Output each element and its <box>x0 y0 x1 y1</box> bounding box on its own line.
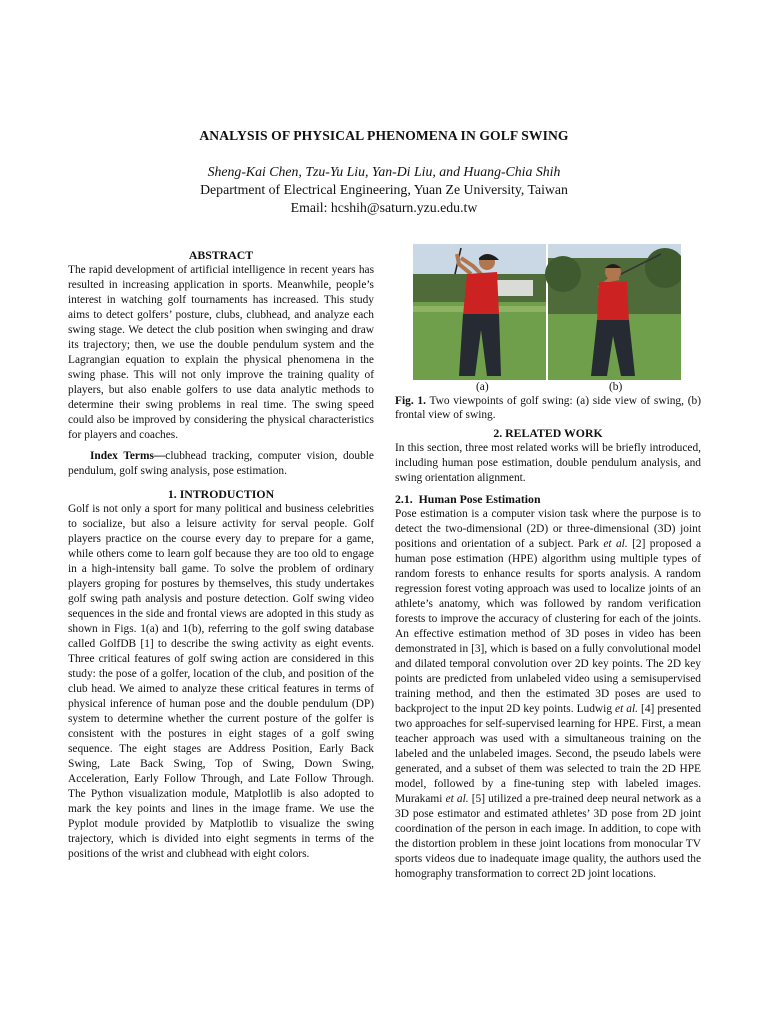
subsection-heading <box>395 492 701 507</box>
index-terms-dash: — <box>153 450 166 462</box>
abstract-heading: ABSTRACT <box>188 248 254 262</box>
abstract-text: The rapid development of artificial intelligence in recent years has resulted in increasing application in sports. Meanwhile, people’s interest in watching golf tournaments has increased. This study aims to detect golfers’ posture, clubs, clubhead, and analyze each swing stage. We detect the club position when swinging and draw its trajectory; then, we use the double pendulum system and the Lagrangian equation to explain the physical phenomena in the swing phase. This will not only improve the training quality of players, but also enable golfers to use data analytic methods to determine their swing problems in real time. The swing speed could also be improved by considering the physical characteristics for players and coaches. <box>68 264 374 441</box>
paper-affiliation: Department of Electrical Engineering, Yuan Ze University, Taiwan <box>200 182 568 197</box>
et-al-2: et al. <box>615 703 639 715</box>
figure-subfigure-labels <box>413 380 681 394</box>
figure-caption <box>395 394 701 422</box>
et-al-3: et al. <box>445 793 469 805</box>
subsection-title: Human Pose Estimation <box>418 492 541 506</box>
introduction-text: Golf is not only a sport for many political and business celebrities to socialize, but also a leisure activity for serval people. Golf players practice on the course every day to prepare for a game, while others come to learn golf because they are too old to engage in a high-intensity ball game. To solve the problem of ordinary players groping for postures by themselves, this study undertakes golf swing path analysis and posture detection. Golf swing video sequences in the side and frontal views are adopted in this study as shown in Figs. 1(a) and 1(b), referring to the golf swing database called GolfDB [1] to describe the swing activity as eight events. Three critical features of golf swing action are considered in this study: the pose of a golfer, location of the club, and position of the club head. We aimed to analyze these critical features in terms of physical inference of human pose and the double pendulum (DP) system to determine whether the current posture of the golfer is consistent with the postures in eight stages of a golf swing sequence. The eight stages are Address Position, Early Back Swing, Late Back Swing, Top of Swing, Down Swing, Acceleration, Early Follow Through, and Late Follow Through. The Python visualization module, Matplotlib is also adopted to mark the key points and lines in the image frame. We use the Pyplot module provided by Matplotlib to visualize the swing trajectory, which is divided into eight segments in terms of the positions of the wrist and clubhead with eight colors. <box>68 503 374 860</box>
index-terms-label: Index Terms <box>90 450 154 462</box>
pose-estimation-text <box>395 507 701 882</box>
pose-text-part-3: [4] presented two approaches for self-supervised learning for HPE. First, a mean teacher approach was used with a simultaneous training on the labeled and the unlabeled images. Second, the pseudo labels were generated, and a subset of them was selected to train the 2D HPE model, followed by a fine-tuning step with labeled images. Murakami <box>395 703 701 805</box>
pose-text-part-4: [5] utilized a pre-trained deep neural network as a 3D pose estimator and estimated athletes’ 3D pose from 2D joint coordination of the person in each image. In addition, to cope with the distortion problem in these joint locations from monocular TV sports videos due to inadequate image quality, the authors used the homography transformation to correct 2D joint locations. <box>395 793 702 880</box>
related-work-intro: In this section, three most related works will be briefly introduced, including human pose estimation, double pendulum analysis, and swing orientation alignment. <box>395 442 701 484</box>
golf-swing-photos <box>413 244 681 380</box>
frontal-view-photo <box>545 244 681 380</box>
figure-caption-text: Two viewpoints of golf swing: (a) side view of swing, (b) frontal view of swing. <box>395 395 701 421</box>
related-work-heading: 2. RELATED WORK <box>493 426 603 440</box>
figure-caption-label: Fig. 1. <box>395 395 426 407</box>
paper-title: ANALYSIS OF PHYSICAL PHENOMENA IN GOLF SWING <box>199 128 569 143</box>
index-terms-text: clubhead tracking, computer vision, double pendulum, golf swing analysis, pose estimation. <box>68 450 374 477</box>
side-view-photo <box>413 244 546 380</box>
subfigure-label-a: (a) <box>476 381 489 393</box>
introduction-heading: 1. INTRODUCTION <box>167 487 275 501</box>
et-al-1: et al. <box>603 538 628 550</box>
paper-email: Email: hcshih@saturn.yzu.edu.tw <box>290 200 478 215</box>
pose-text-part-2: [2] proposed a human pose estimation (HPE) algorithm using multiple types of random forests to enhance results for sports analysis. A random regression forest voting approach was used to localize joints of an athlete’s anatomy, which was followed by random verification forests to improve the accuracy of clustering for each of the joints. An effective estimation method of 3D poses in video has been demonstrated in [3], which is based on a fully convolutional model and dilated temporal convolution over 2D key points. The 2D key points are predicted from unlabeled video using a semisupervised training method, and then the estimated 3D poses are used to backproject to the input 2D key points. Ludwig <box>395 538 701 715</box>
pose-text-part-1: Pose estimation is a computer vision task where the purpose is to detect the two-dimensional (2D) or three-dimensional (3D) joint positions and orientation of a subject. Park <box>395 508 701 550</box>
subfigure-label-b: (b) <box>609 381 623 393</box>
left-column <box>68 248 374 862</box>
right-column <box>395 244 701 882</box>
figure-1 <box>413 244 681 380</box>
subsection-number: 2.1. <box>395 492 413 506</box>
paper-authors: Sheng-Kai Chen, Tzu-Yu Liu, Yan-Di Liu, and Huang-Chia Shih <box>207 164 561 179</box>
index-terms <box>68 449 374 479</box>
